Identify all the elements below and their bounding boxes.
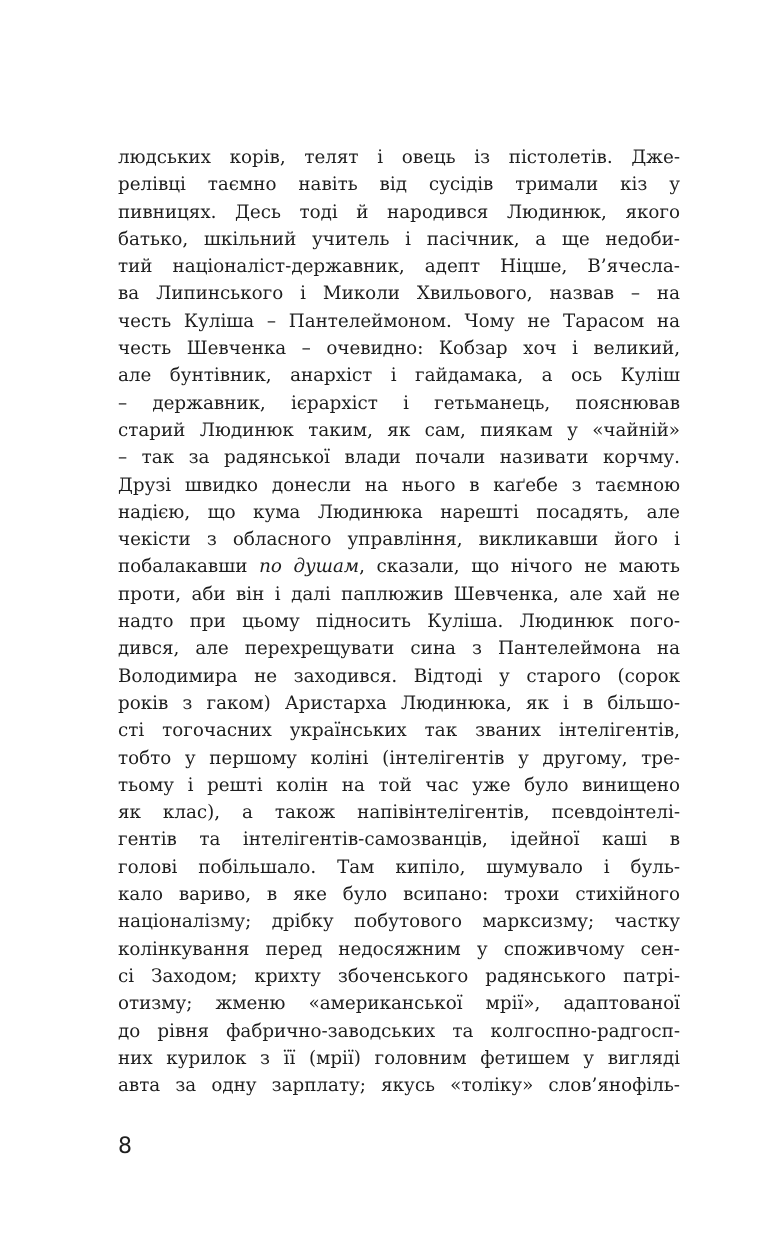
text-line — [118, 799, 680, 826]
text-segment: ва Липинського і Миколи Хвильового, назвав – на — [118, 283, 680, 305]
text-line — [118, 990, 680, 1017]
text-line — [118, 963, 680, 990]
text-segment: честь Куліша – Пантелеймоном. Чому не Тарасом на — [118, 310, 680, 332]
text-segment: пивницях. Десь тоді й народився Людинюк, якого — [118, 201, 680, 223]
italic-phrase: по душам — [259, 556, 360, 578]
text-segment: сі Заходом; крихту збоченського радянського патрі- — [118, 965, 680, 987]
text-segment: них курилок з її (мрії) головним фетишем у вигляді — [118, 1047, 680, 1069]
text-segment: сті тогочасних українських так званих інтелігентів, — [118, 720, 680, 742]
text-line — [118, 335, 680, 362]
text-segment: гентів та інтелігентів-самозванців, ідейної каші в — [118, 829, 680, 851]
text-segment: тий націоналіст-державник, адепт Ніцше, В’ячесла- — [118, 256, 680, 278]
text-segment: тобто у першому коліні (інтелігентів у другому, тре- — [118, 747, 680, 769]
text-line — [118, 881, 680, 908]
text-segment: честь Шевченка – очевидно: Кобзар хоч і великий, — [118, 338, 680, 360]
text-segment: проти, аби він і далі паплюжив Шевченка, але хай не — [118, 583, 680, 605]
text-line — [118, 553, 680, 580]
text-line — [118, 772, 680, 799]
text-segment: старий Людинюк таким, як сам, пиякам у «чайній» — [118, 419, 680, 441]
text-segment: але бунтівник, анархіст і гайдамака, а ось Куліш — [118, 365, 680, 387]
text-segment: – державник, ієрархіст і гетьманець, пояснював — [118, 392, 680, 414]
text-segment: , сказали, що нічого не мають — [359, 556, 680, 578]
text-segment: як клас), а також напівінтелігентів, псевдоінтелі- — [118, 802, 680, 824]
text-line — [118, 936, 680, 963]
text-segment: Володимира не заходився. Відтоді у старого (сорок — [118, 665, 680, 687]
page-number: 8 — [118, 1134, 132, 1159]
text-segment: націоналізму; дрібку побутового марксизму; частку — [118, 911, 680, 933]
text-segment: дився, але перехрещувати сина з Пантелеймона на — [118, 638, 680, 660]
text-line — [118, 1018, 680, 1045]
text-line — [118, 635, 680, 662]
text-line — [118, 308, 680, 335]
text-segment: тьому і решті колін на той час уже було винищено — [118, 774, 680, 796]
text-line — [118, 472, 680, 499]
text-line — [118, 745, 680, 772]
text-line — [118, 1045, 680, 1072]
text-line — [118, 854, 680, 881]
text-line — [118, 608, 680, 635]
text-line — [118, 390, 680, 417]
text-segment: авта за одну зарплату; якусь «толіку» слов’янофіль- — [118, 1075, 680, 1097]
text-line — [118, 581, 680, 608]
text-line — [118, 253, 680, 280]
text-segment: побалакавши — [118, 556, 260, 578]
text-line — [118, 444, 680, 471]
text-line — [118, 144, 680, 171]
text-line — [118, 226, 680, 253]
text-line — [118, 717, 680, 744]
text-segment: чекісти з обласного управління, викликавши його і — [118, 529, 680, 551]
text-segment: релівці таємно навіть від сусідів тримали кіз у — [118, 174, 680, 196]
text-line — [118, 417, 680, 444]
text-line — [118, 908, 680, 935]
text-line — [118, 280, 680, 307]
text-line — [118, 1072, 680, 1099]
text-segment: – так за радянської влади почали називати корчму. — [118, 447, 680, 469]
text-line — [118, 663, 680, 690]
text-segment: отизму; жменю «американської мрії», адаптованої — [118, 993, 680, 1015]
text-segment: людських корів, телят і овець із пістолетів. Дже- — [118, 147, 680, 168]
text-line — [118, 690, 680, 717]
text-line — [118, 171, 680, 198]
text-segment: колінкування перед недосяжним у споживчому сен- — [118, 938, 680, 960]
text-segment: кало вариво, в яке було всипано: трохи стихійного — [118, 884, 680, 906]
text-segment: років з гаком) Аристарха Людинюка, як і в більшо- — [118, 692, 680, 714]
text-segment: батько, шкільний учитель і пасічник, а ще недоби- — [118, 228, 680, 250]
text-line — [118, 199, 680, 226]
text-segment: надією, що кума Людинюка нарешті посадять, але — [118, 501, 680, 523]
body-text — [118, 144, 680, 1099]
text-segment: голові побільшало. Там кипіло, шумувало і буль- — [118, 856, 680, 878]
text-line — [118, 362, 680, 389]
text-segment: надто при цьому підносить Куліша. Людинюк пого- — [118, 611, 680, 633]
text-segment: до рівня фабрично-заводських та колгоспно-радгосп- — [118, 1020, 680, 1042]
text-line — [118, 499, 680, 526]
text-line — [118, 526, 680, 553]
text-segment: Друзі швидко донесли на нього в каґебе з таємною — [118, 474, 680, 496]
text-line — [118, 826, 680, 853]
